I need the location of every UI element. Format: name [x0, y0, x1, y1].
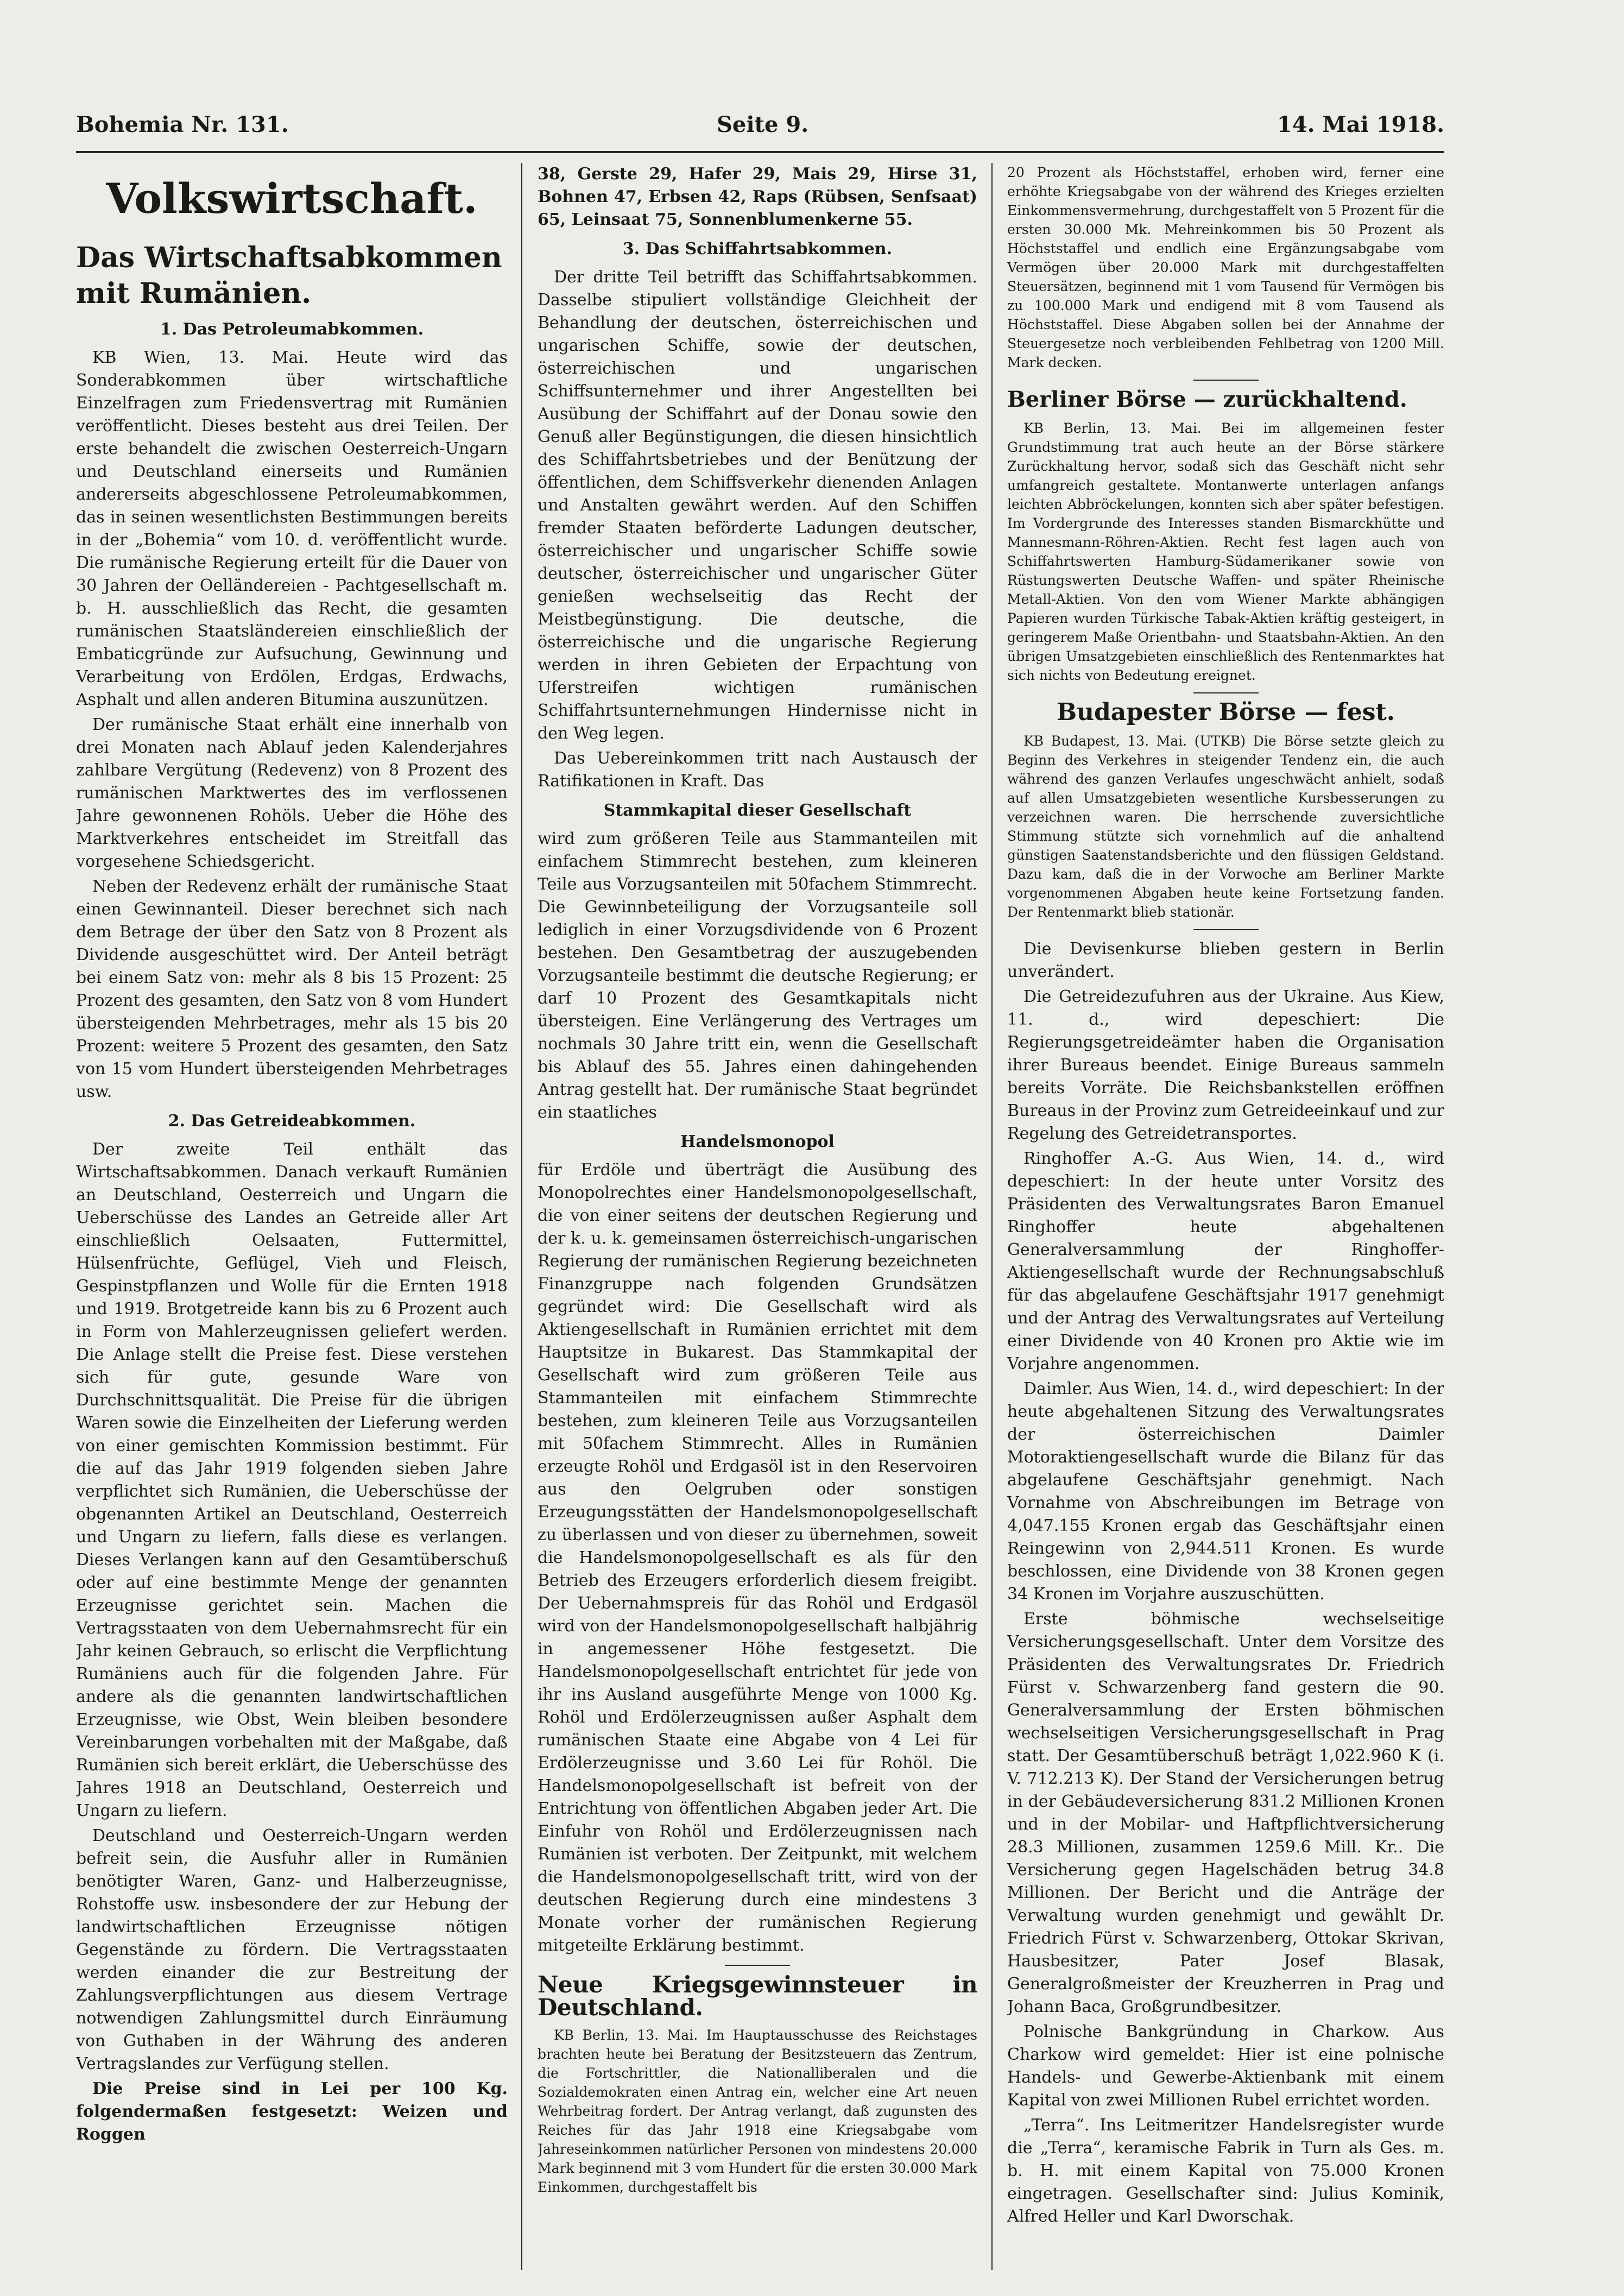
paragraph: Erste böhmische wechselseitige Versicherungsgesellschaft. Unter dem Vorsitze des Präsidenten des Verwaltungsrates Dr. Friedrich Fürst v. Schwarzenberg fand gestern die 90. Generalversammlung der Ersten böhmischen wechselseitigen Versicherungsgesellschaft in Prag statt. Der Gesamtüberschuß beträgt 1,022.960 K (i. V. 712.213 K). Der Stand der Versicherungen betrug in der Gebäudeversicherung 831.2 Millionen Kronen und in der Mobilar- und Haftpflichtversicherung 28.3 Millionen, zusammen 1259.6 Mill. Kr.. Die Versicherung gegen Hagelschäden betrug 34.8 Millionen. Der Bericht und die Anträge der Verwaltung wurden genehmigt und gewählt Dr. Friedrich Fürst v. Schwarzenberg, Ottokar Skrivan, Hausbesitzer, Pater Josef Blasak, Generalgroßmeister der Kreuzherren in Prag und Johann Baca, Großgrundbesitzer. — [1007, 1610, 1444, 2016]
paragraph: Polnische Bankgründung in Charkow. Aus Charkow wird gemeldet: Hier ist eine polnische Handels- und Gewerbe-Aktienbank mit einem Kapital von zwei Millionen Rubel errichtet worden. — [1007, 2022, 1444, 2110]
article-title-berlin-exchange: Berliner Börse — zurückhaltend. — [1007, 387, 1407, 412]
paragraph: Die Devisenkurse blieben gestern in Berlin unverändert. — [1007, 939, 1444, 981]
section-title: Volkswirtschaft. — [106, 174, 478, 223]
separator — [725, 1965, 790, 1966]
paragraph: Deutschland und Oesterreich-Ungarn werden befreit sein, die Ausfuhr aller in Rumänien benötigter Waren, Ganz- und Halberzeugnisse, Rohstoffe usw. insbesondere der zur Hebung der landwirtschaftlichen Erzeugnisse nötigen Gegenstände zu fördern. Die Vertragsstaaten werden einander die zur Bestreitung der Zahlungsverpflichtungen aus diesem Vertrage notwendigen Zahlungsmittel durch Einräumung von Guthaben in der Währung des anderen Vertragslandes zur Verfügung stellen. — [76, 1826, 508, 2073]
header-rule — [76, 151, 1444, 153]
column-divider-1 — [521, 163, 522, 2270]
column-divider-2 — [991, 163, 993, 2270]
article-title: Das Wirtschaftsabkommen mit Rumänien. — [76, 241, 502, 310]
page-number: Seite 9. — [717, 112, 809, 137]
paragraph: KB Budapest, 13. Mai. (UTKB) Die Börse setzte gleich zu Beginn des Verkehres in steigender Tendenz ein, die auch während des ganzen Verlaufes ungeschwächt anhielt, sodaß auf allen Umsatzgebieten wesentliche Kursbesserungen zu verzeichnen waren. Die herrschende zuversichtliche Stimmung stützte sich vornehmlich auf die anhaltend günstigen Saatenstandsberichte und den flüssigen Geldstand. Dazu kam, daß die in der Vorwoche am Berliner Markte vorgenommenen Abgaben heute keine Fortsetzung fanden. Der Rentenmarkt blieb stationär. — [1007, 733, 1444, 920]
paragraph: Daimler. Aus Wien, 14. d., wird depeschiert: In der heute abgehaltenen Sitzung des Verwaltungsrates der österreichischen Daimler Motoraktiengesellschaft wurde die Bilanz für das abgelaufene Geschäftsjahr genehmigt. Nach Vornahme von Abschreibungen im Betrage von 4,047.155 Kronen ergab das Geschäftsjahr einen Reingewinn von 2,944.511 Kronen. Es wurde beschlossen, eine Dividende von 38 Kronen gegen 34 Kronen im Vorjahre auszuschütten. — [1007, 1379, 1444, 1604]
separator — [1193, 692, 1259, 693]
paragraph: Neben der Redevenz erhält der rumänische Staat einen Gewinnanteil. Dieser berechnet sich nach dem Betrage der über den Satz von 8 Prozent als Dividende ausgeschüttet wird. Der Anteil beträgt bei einem Satz von: mehr als 8 bis 15 Prozent: 25 Prozent des gesamten, den Satz von 8 vom Hundert übersteigenden Mehrbetrages, mehr als 15 bis 20 Prozent: weitere 5 Prozent des gesamten, den Satz von 15 vom Hundert übersteigenden Mehrbetrages usw. — [76, 877, 508, 1101]
paragraph: für Erdöle und überträgt die Ausübung des Monopolrechtes einer Handelsmonopolgesellschaft, die von einer seitens der deutschen Regierung und der k. u. k. gemeinsamen österreichisch-ungarischen Regierung der rumänischen Regierung bezeichneten Finanzgruppe nach folgenden Grundsätzen gegründet wird: Die Gesellschaft wird als Aktiengesellschaft in Rumänien errichtet mit dem Hauptsitze in Bukarest. Das Stammkapital der Gesellschaft wird zum größeren Teile aus Stammanteilen mit einfachem Stimmrechte bestehen, zum kleineren Teile aus Vorzugsanteilen mit 50fachem Stimmrecht. Alles in Rumänien erzeugte Rohöl und Erdgasöl ist in den Reservoiren aus den Oelgruben oder sonstigen Erzeugungsstätten der Handelsmonopolgesellschaft zu überlassen und von dieser zu übernehmen, soweit die Handelsmonopolgesellschaft es als für den Betrieb des Erzeugers erforderlich diesem freigibt. Der Uebernahmspreis für das Rohöl und Erdgasöl wird von der Handelsmonopolgesellschaft halbjährig in angemessener Höhe festgesetzt. Die Handelsmonopolgesellschaft entrichtet für jede von ihr ins Ausland ausgeführte Menge von 1000 Kg. Rohöl und Erdölerzeugnissen außer Asphalt dem rumänischen Staate eine Abgabe von 4 Lei für Erdölerzeugnisse und 3.60 Lei für Rohöl. Die Handelsmonopolgesellschaft ist befreit von der Entrichtung von öffentlichen Abgaben jeder Art. Die Einfuhr von Rohöl und Erdölerzeugnissen nach Rumänien ist verboten. Der Zeitpunkt, mit welchem die Handelsmonopolgesellschaft tritt, wird von der deutschen Regierung durch eine mindestens 3 Monate vorher der rumänischen Regierung mitgeteilte Erklärung bestimmt. — [538, 1160, 977, 1955]
paragraph: KB Wien, 13. Mai. Heute wird das Sonderabkommen über wirtschaftliche Einzelfragen zum Friedensvertrag mit Rumänien veröffentlicht. Dieses besteht aus drei Teilen. Der erste behandelt die zwischen Oesterreich-Ungarn und Deutschland einerseits und Rumänien andererseits abgeschlossene Petroleumabkommen, das in seinen wesentlichsten Bestimmungen bereits in der „Bohemia“ vom 10. d. veröffentlicht wurde. Die rumänische Regierung erteilt für die Dauer von 30 Jahren der Oelländereien - Pachtgesellschaft m. b. H. ausschließlich das Recht, die gesamten rumänischen Staatsländereien einschließlich der Embaticgründe zur Aufsuchung, Gewinnung und Verarbeitung von Erdölen, Erdgas, Erdwachs, Asphalt und allen anderen Bitumina auszunützen. — [76, 348, 508, 709]
paragraph: Der dritte Teil betrifft das Schiffahrtsabkommen. Dasselbe stipuliert vollständige Gleichheit der Behandlung der deutschen, österreichischen und ungarischen Schiffe, sowie der deutschen, österreichischen und ungarischen Schiffsunternehmer und ihrer Angestellten bei Ausübung der Schiffahrt auf der Donau sowie den Genuß aller Begünstigungen, die diesen hinsichtlich des Schiffahrtsbetriebes und der Benützung der öffentlichen, dem Schiffsverkehr dienenden Anlagen und Anstalten gewährt werden. Auf den Schiffen fremder Staaten beförderte Ladungen deutscher, österreichischer und ungarischer Schiffe sowie deutscher, österreichischer und ungarischer Güter genießen wechselseitig das Recht der Meistbegünstigung. Die deutsche, die österreichische und die ungarische Regierung werden in ihren Gebieten der Erpachtung von Uferstreifen wichtigen rumänischen Schiffahrtsunternehmungen Hindernisse nicht in den Weg legen. — [538, 268, 977, 743]
subheading-capital: Stammkapital dieser Gesellschaft — [603, 801, 912, 820]
issue-number: Bohemia Nr. 131. — [76, 112, 289, 137]
issue-date: 14. Mai 1918. — [1277, 112, 1444, 137]
paragraph: KB Berlin, 13. Mai. Bei im allgemeinen fester Grundstimmung trat auch heute an der Börse stärkere Zurückhaltung hervor, sodaß sich das Geschäft nicht sehr umfangreich gestaltete. Montanwerte unterlagen anfangs leichten Abbröckelungen, konnten sich aber später befestigen. Im Vordergrunde des Interesses standen Bismarckhütte und Mannesmann-Röhren-Aktien. Recht fest lagen auch von Schiffahrtswerten Hamburg-Südamerikaner sowie von Rüstungswerten Deutsche Waffen- und später Rheinische Metall-Aktien. Von den vom Wiener Markte abhängigen Papieren wurden Türkische Tabak-Aktien kräftig gesteigert, in geringerem Maße Orientbahn- und Staatsbahn-Aktien. An den übrigen Umsatzgebieten einschließlich des Rentenmarktes hat sich nichts von Bedeutung ereignet. — [1007, 420, 1444, 683]
paragraph: Der zweite Teil enthält das Wirtschaftsabkommen. Danach verkauft Rumänien an Deutschland, Oesterreich und Ungarn die Ueberschüsse des Landes an Getreide aller Art einschließlich Oelsaaten, Futtermittel, Hülsenfrüchte, Geflügel, Vieh und Fleisch, Gespinstpflanzen und Wolle für die Ernten 1918 und 1919. Brotgetreide kann bis zu 6 Prozent auch in Form von Mahlerzeugnissen geliefert werden. Die Anlage stellt die Preise fest. Diese verstehen sich für gute, gesunde Ware von Durchschnittsqualität. Die Preise für die übrigen Waren sowie die Einzelheiten der Lieferung werden von einer gemischten Kommission bestimmt. Für die auf das Jahr 1919 folgenden sieben Jahre verpflichtet sich Rumänien, die Ueberschüsse der obgenannten Artikel an Deutschland, Oesterreich und Ungarn zu liefern, falls diese es verlangen. Dieses Verlangen kann auf den Gesamtüberschuß oder auf eine bestimmte Menge der genannten Erzeugnisse gerichtet sein. Machen die Vertragsstaaten von dem Uebernahmsrecht für ein Jahr keinen Gebrauch, so erlischt die Verpflichtung Rumäniens auch für die folgenden Jahre. Für andere als die genannten landwirtschaftlichen Erzeugnisse, wie Obst, Wein bleiben besondere Vereinbarungen vorbehalten mit der Maßgabe, daß Rumänien sich bereit erklärt, die Ueberschüsse des Jahres 1918 an Deutschland, Oesterreich und Ungarn zu liefern. — [76, 1140, 508, 1820]
paragraph: KB Berlin, 13. Mai. Im Hauptausschusse des Reichstages brachten heute bei Beratung der Besitzsteuern das Zentrum, die Fortschrittler, die Nationalliberalen und die Sozialdemokraten einen Antrag ein, welcher eine Art neuen Wehrbeitrag fordert. Der Antrag verlangt, daß zugunsten des Reiches für das Jahr 1918 eine Kriegsabgabe vom Jahreseinkommen natürlicher Personen von mindestens 20.000 Mark beginnend mit 3 vom Hundert für die ersten 30.000 Mark Einkommen, durchgestaffelt bis — [538, 2027, 977, 2195]
separator — [1193, 929, 1259, 930]
paragraph: 38, Gerste 29, Hafer 29, Mais 29, Hirse 31, Bohnen 47, Erbsen 42, Raps (Rübsen, Senfsaat) 65, Leinsaat 75, Sonnenblumenkerne 55. — [538, 165, 977, 229]
paragraph: wird zum größeren Teile aus Stammanteilen mit einfachem Stimmrecht bestehen, zum kleineren Teile aus Vorzugsanteilen mit 50fachem Stimmrecht. Die Gewinnbeteiligung der Vorzugsanteile soll lediglich in einer Vorzugsdividende von 6 Prozent bestehen. Den Gesamtbetrag der auszugebenden Vorzugsanteile bestimmt die deutsche Regierung; er darf 10 Prozent des Gesamtkapitals nicht übersteigen. Eine Verlängerung des Vertrages um nochmals 30 Jahre tritt ein, wenn die Gesellschaft bis Ablauf des 55. Jahres einen dahingehenden Antrag gestellt hat. Der rumänische Staat begründet ein staatliches — [538, 829, 977, 1122]
paragraph: Der rumänische Staat erhält eine innerhalb von drei Monaten nach Ablauf jeden Kalenderjahres zahlbare Vergütung (Redevenz) von 8 Prozent des rumänischen Marktwertes des im verflossenen Jahre gewonnenen Rohöls. Ueber die Höhe des Marktverkehres entscheidet im Streitfall das vorgesehene Schiedsgericht. — [76, 715, 508, 871]
subheading-grain: 2. Das Getreideabkommen. — [168, 1112, 416, 1131]
paragraph: Ringhoffer A.-G. Aus Wien, 14. d., wird depeschiert: In der heute unter Vorsitz des Präsidenten des Verwaltungsrates Baron Emanuel Ringhoffer heute abgehaltenen Generalversammlung der Ringhoffer-Aktiengesellschaft wurde der Rechnungsabschluß für das abgelaufene Geschäftsjahr 1917 genehmigt und der Antrag des Verwaltungsrates auf Verteilung einer Dividende von 40 Kronen pro Aktie wie im Vorjahre angenommen. — [1007, 1149, 1444, 1373]
paragraph: 20 Prozent als Höchststaffel, erhoben wird, ferner eine erhöhte Kriegsabgabe von der während des Krieges erzielten Einkommensvermehrung, durchgestaffelt von 5 Prozent für die ersten 30.000 Mk. Mehreinkommen bis 50 Prozent als Höchststaffel und endlich eine Ergänzungsabgabe vom Vermögen über 20.000 Mark mit durchgestaffelten Steuersätzen, beginnend mit 1 vom Tausend für Vermögen bis zu 100.000 Mark und endigend mit 8 vom Tausend als Höchststaffel. Diese Abgaben sollen bei der Annahme der Steuergesetze noch verbleibenden Fehlbetrag von 1200 Mill. Mark decken. — [1007, 165, 1444, 370]
article-title-war-tax: Neue Kriegsgewinnsteuer in Deutschland. — [538, 1971, 977, 2021]
paragraph: „Terra“. Ins Leitmeritzer Handelsregister wurde die „Terra“, keramische Fabrik in Turn als Ges. m. b. H. mit einem Kapital von 75.000 Kronen eingetragen. Gesellschafter sind: Julius Kominik, Alfred Heller und Karl Dworschak. — [1007, 2116, 1444, 2226]
column-3 — [1007, 163, 1444, 2270]
subheading-shipping: 3. Das Schiffahrtsabkommen. — [622, 239, 893, 258]
column-1 — [76, 163, 508, 2270]
column-2 — [538, 163, 977, 2270]
paragraph: Die Preise sind in Lei per 100 Kg. folgendermaßen festgesetzt: Weizen und Roggen — [76, 2079, 508, 2144]
paragraph: Das Uebereinkommen tritt nach Austausch der Ratifikationen in Kraft. Das — [538, 749, 977, 791]
subheading-petroleum: 1. Das Petroleumabkommen. — [160, 320, 424, 339]
article-title-budapest-exchange: Budapester Börse — fest. — [1056, 698, 1395, 726]
paragraph: Die Getreidezufuhren aus der Ukraine. Aus Kiew, 11. d., wird depeschiert: Die Regierungsgetreideämter haben die Organisation ihrer Bureaus beendet. Einige Bureaus sammeln bereits Vorräte. Die Reichsbankstellen eröffnen Bureaus in der Provinz zum Getreideeinkauf und zur Regelung des Getreidetransportes. — [1007, 987, 1444, 1143]
subheading-monopoly: Handelsmonopol — [680, 1132, 835, 1151]
page-header — [76, 112, 1444, 144]
separator — [1193, 380, 1259, 381]
